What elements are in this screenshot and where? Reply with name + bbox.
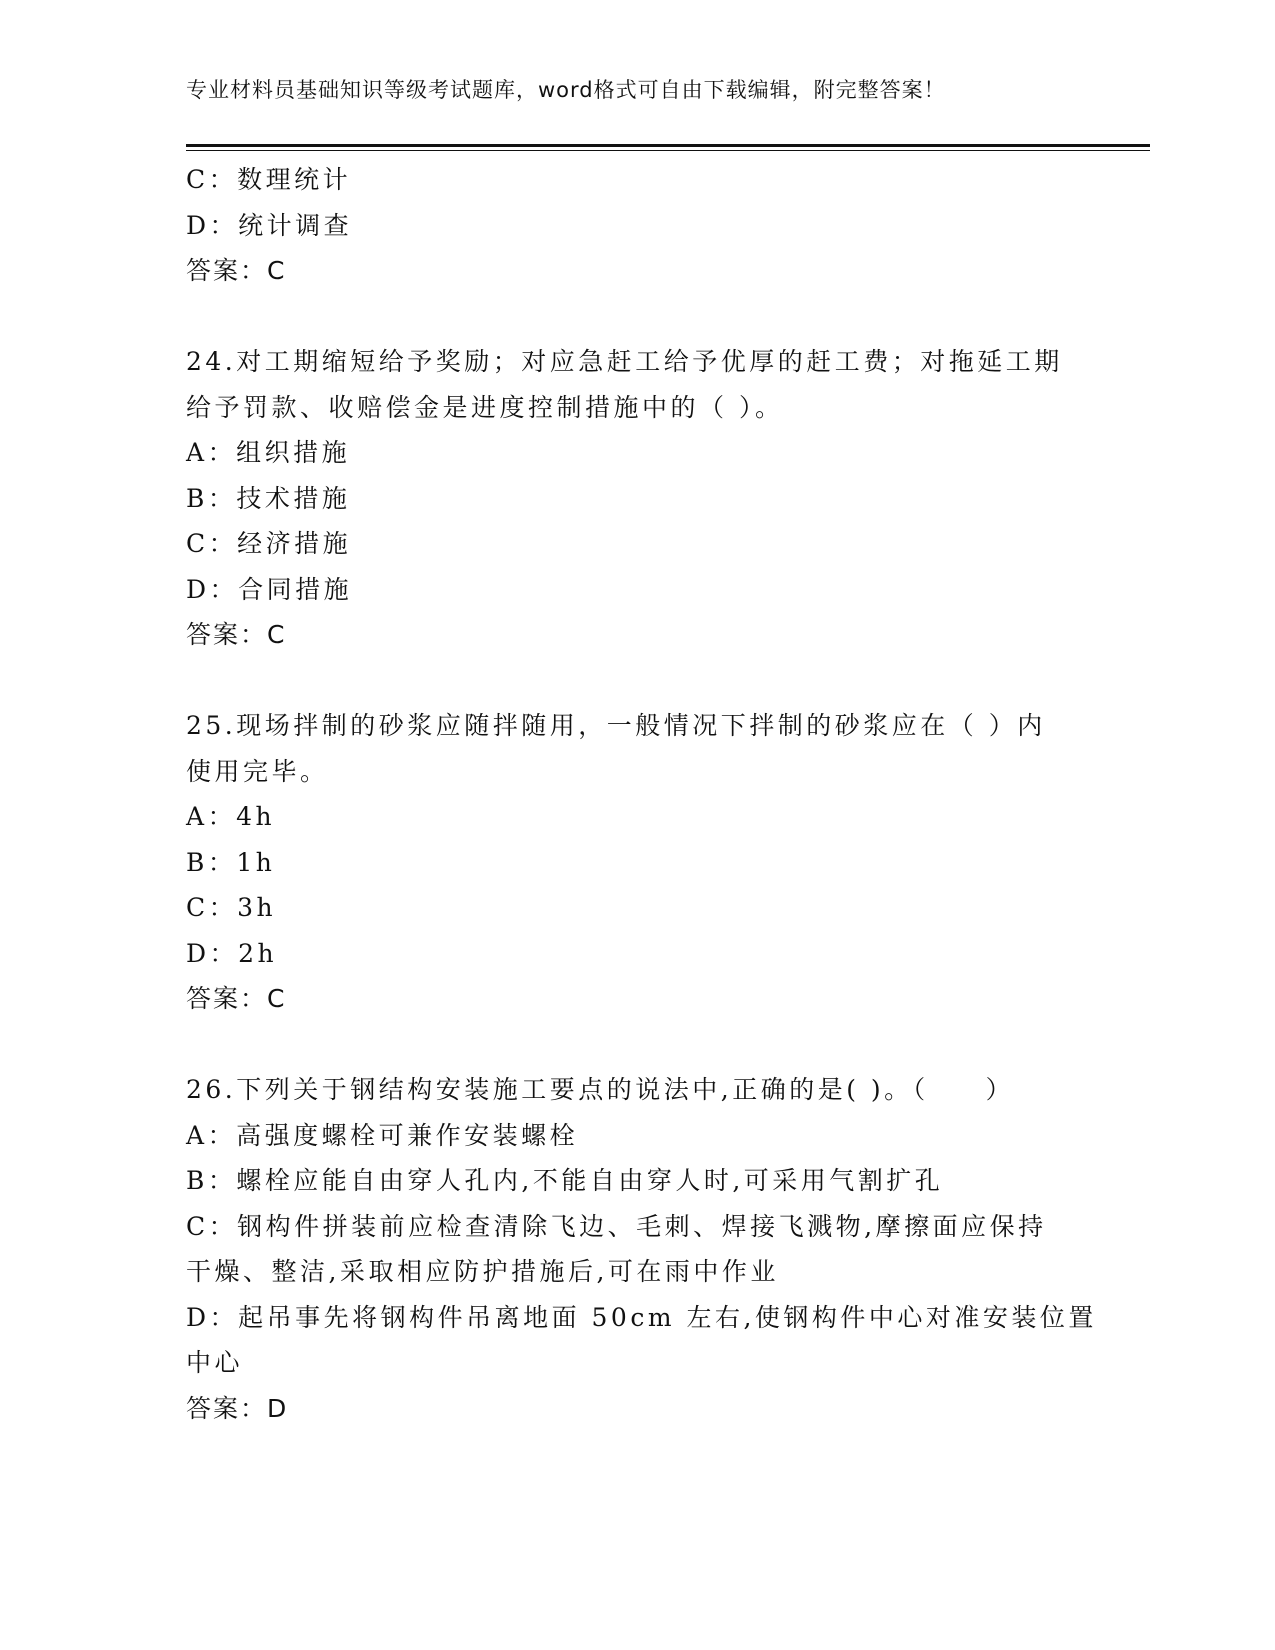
option-label: C xyxy=(186,165,209,194)
option-continuation: 干燥、整洁,采取相应防护措施后,可在雨中作业 xyxy=(186,1257,779,1286)
option-continuation: 中心 xyxy=(186,1348,244,1377)
option-line xyxy=(186,840,1116,886)
question-stem: 26.下列关于钢结构安装施工要点的说法中,正确的是( )。（ ） xyxy=(186,1075,1015,1104)
option-separator: ： xyxy=(207,1166,237,1195)
option-text: 技术措施 xyxy=(236,483,351,513)
option-line xyxy=(186,794,1116,840)
option-line xyxy=(186,203,1116,249)
question-stem: 使用完毕。 xyxy=(186,756,329,786)
option-text: 组织措施 xyxy=(236,438,351,467)
option-separator: ： xyxy=(209,938,239,968)
option-separator: ： xyxy=(207,438,237,467)
option-separator: ： xyxy=(209,210,239,240)
answer-value: C xyxy=(267,984,287,1013)
option-text: 起吊事先将钢构件吊离地面 50cm 左右,使钢构件中心对准安装位置 xyxy=(238,1302,1097,1332)
option-text: 1h xyxy=(236,847,276,877)
answer-value: C xyxy=(267,620,287,649)
option-text: 合同措施 xyxy=(238,574,353,604)
answer-value: C xyxy=(267,256,287,285)
option-separator: ： xyxy=(209,574,239,604)
spacer xyxy=(186,658,1116,704)
question-block-26 xyxy=(186,1067,1116,1431)
option-line xyxy=(186,476,1116,522)
option-label: C xyxy=(186,529,209,558)
spacer xyxy=(186,1022,1116,1068)
option-label: D xyxy=(186,210,210,240)
option-separator: ： xyxy=(207,847,237,877)
option-separator: ： xyxy=(207,802,237,831)
option-text: 经济措施 xyxy=(237,529,352,558)
question-block-24 xyxy=(186,339,1116,658)
option-label: B xyxy=(186,1166,208,1195)
option-separator: ： xyxy=(209,1302,239,1332)
question-block-partial xyxy=(186,157,1116,294)
answer-line xyxy=(186,612,1116,658)
option-label: D xyxy=(186,1302,210,1332)
option-line xyxy=(186,1204,1116,1250)
spacer xyxy=(186,294,1116,340)
option-label: A xyxy=(186,438,208,467)
option-text: 钢构件拼装前应检查清除飞边、毛刺、焊接飞溅物,摩擦面应保持 xyxy=(237,1211,1047,1241)
option-line xyxy=(186,931,1116,977)
answer-label: 答案： xyxy=(186,620,268,649)
answer-label: 答案： xyxy=(186,256,268,285)
answer-label: 答案： xyxy=(186,984,268,1013)
option-separator: ： xyxy=(208,165,238,194)
option-text: 2h xyxy=(238,938,278,968)
answer-label: 答案： xyxy=(186,1393,268,1423)
option-line xyxy=(186,157,1116,203)
page-header: 专业材料员基础知识等级考试题库，word格式可自由下载编辑，附完整答案！ xyxy=(186,78,946,102)
option-label: C xyxy=(186,1211,209,1241)
header-rule-thin xyxy=(186,150,1150,151)
answer-line xyxy=(186,248,1116,294)
option-label: B xyxy=(186,847,208,877)
answer-line xyxy=(186,976,1116,1022)
option-label: D xyxy=(186,574,210,604)
option-text: 数理统计 xyxy=(237,165,352,194)
option-line xyxy=(186,1113,1116,1159)
option-text: 4h xyxy=(236,802,276,831)
option-line xyxy=(186,521,1116,567)
option-separator: ： xyxy=(208,529,238,558)
option-line xyxy=(186,1295,1116,1341)
option-label: A xyxy=(186,1120,208,1150)
header-rule-thick xyxy=(186,144,1150,147)
option-line xyxy=(186,430,1116,476)
option-text: 3h xyxy=(237,893,277,922)
option-line xyxy=(186,1158,1116,1204)
option-label: B xyxy=(186,483,208,513)
question-block-25 xyxy=(186,703,1116,1022)
option-separator: ： xyxy=(207,1120,237,1150)
answer-line xyxy=(186,1386,1116,1432)
answer-value: D xyxy=(267,1393,289,1423)
option-label: A xyxy=(186,802,208,831)
option-text: 高强度螺栓可兼作安装螺栓 xyxy=(236,1120,579,1150)
question-stem: 给予罚款、收赔偿金是进度控制措施中的（ ）。 xyxy=(186,392,784,422)
option-text: 统计调查 xyxy=(238,210,353,240)
option-text: 螺栓应能自由穿人孔内,不能自由穿人时,可采用气割扩孔 xyxy=(236,1166,944,1195)
option-line xyxy=(186,567,1116,613)
option-separator: ： xyxy=(208,893,238,922)
document-body xyxy=(186,157,1116,1431)
question-stem: 25.现场拌制的砂浆应随拌随用，一般情况下拌制的砂浆应在（ ）内 xyxy=(186,711,1046,740)
option-separator: ： xyxy=(207,483,237,513)
option-separator: ： xyxy=(208,1211,238,1241)
option-line xyxy=(186,885,1116,931)
option-label: D xyxy=(186,938,210,968)
option-label: C xyxy=(186,893,209,922)
question-stem: 24.对工期缩短给予奖励；对应急赶工给予优厚的赶工费；对拖延工期 xyxy=(186,347,1063,376)
